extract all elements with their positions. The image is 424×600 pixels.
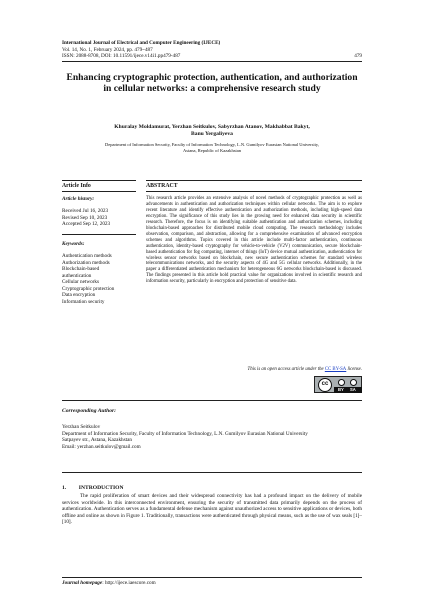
journal-title: International Journal of Electrical and Computer Engineering (IJECE): [62, 40, 221, 46]
authors-line-2: Banu Yergaliyeva: [191, 131, 233, 137]
cc-by-sa-badge[interactable]: [314, 376, 362, 393]
cc-logo-icon: cc: [318, 378, 332, 392]
page-number: 479: [354, 52, 362, 59]
keywords-heading: Keywords:: [62, 241, 85, 247]
keyword-item: Information security: [62, 298, 105, 305]
keyword-item: Authentication methods: [62, 253, 112, 259]
author-list: [62, 124, 362, 138]
paper-title: Enhancing cryptographic protection, authentication, and authorization in cellular networks: a comprehensive research study: [66, 72, 358, 95]
keywords-list: [62, 253, 114, 305]
authors-line-1: Khuralay Moldamurat, Yerzhan Seitkulov, Sabyrzhan Atanov, Makhabbat Bakyt,: [114, 124, 310, 130]
abstract-rule: [146, 191, 362, 192]
history-divider: [62, 234, 136, 235]
homepage-url[interactable]: : http://ijece.iaescore.com: [102, 580, 156, 586]
affiliation: [62, 142, 362, 154]
history-revised: Revised Sep 10, 2023: [62, 214, 108, 221]
corr-name: Yerzhan Seitkulov: [62, 424, 101, 430]
corresponding-block: [62, 424, 362, 450]
corr-rule: [62, 472, 362, 473]
sa-share-icon: [350, 379, 357, 386]
by-person-icon: [338, 379, 345, 386]
history-list: [62, 208, 110, 228]
keyword-item: Data encryption: [62, 292, 96, 298]
corr-dept: Department of Information Security, Faculty of Information Technology, L.N. Gumilyov Eurasian National University: [62, 430, 308, 437]
footer-rule: [62, 577, 362, 578]
affiliation-line-1: Department of Information Security, Faculty of Information Technology, L.N. Gumilyov Eurasian National University,: [104, 142, 320, 147]
section-rule: [62, 400, 362, 401]
header-rule: [62, 61, 362, 62]
license-line: [248, 367, 362, 372]
history-heading: Article history:: [62, 196, 95, 202]
affiliation-line-2: Astana, Republic of Kazakhstan: [183, 147, 241, 153]
badge-label-bar: [334, 387, 362, 394]
intro-heading: 1. INTRODUCTION: [62, 485, 124, 491]
abstract-top-rule: [146, 180, 362, 181]
keyword-item: Cryptographic protection: [62, 285, 115, 292]
keyword-item: Cellular networks: [62, 279, 100, 285]
history-received: Received Jul 16, 2023: [62, 208, 109, 214]
homepage-label: Journal homepage: [62, 580, 103, 586]
abstract-heading: ABSTRACT: [146, 183, 178, 189]
license-link[interactable]: CC BY-SA: [324, 367, 347, 372]
volume-line: Vol. 14, No. 1, February 2024, pp. 479~487: [62, 46, 153, 53]
license-suffix: license.: [346, 367, 362, 372]
abstract-text: This research article provides an extensive analysis of novel methods of cryptographic protection as well as advancements in authentication and authorization techniques within cellular networks. The aim is to explore recent literature and identify effective authentication and authorization methods, including high-speed data encryption. The significance of this study lies in the growing need for enhanced data security in scientific research. Therefore, the focus is on identifying suitable authentication and authorization schemes, including blockchain-based approaches for distributed mobile cloud computing. The research methodology includes observation, comparison, and abstraction, allowing for a comprehensive examination of advanced encryption schemes and algorithms. Topics covered in this article include multi-factor authentication, continuous authentication, identity-based cryptography for vehicle-to-vehicle (V2V) communication, secure blockchain-based authentication for fog computing, internet of things (IoT) device mutual authentication, authentication for wireless sensor networks based on blockchain, new secure authentication schemes for standard wireless telecommunications networks, and the security aspects of 4G and 5G cellular networks. Additionally, in the paper a differentiated authentication mechanism for heterogeneous 6G networks blockchain-based is discussed. The findings presented in this article hold practical value for organizations involved in scientific research and information security, particularly in encryption and protection of sensitive data.: [146, 196, 362, 285]
history-accepted: Accepted Sep 12, 2023: [62, 221, 111, 227]
keyword-item: Blockchain-based: [62, 266, 100, 272]
badge-by-label: BY: [338, 387, 344, 392]
article-info-rule: [62, 191, 136, 192]
journal-homepage: [62, 580, 156, 586]
journal-header: [62, 40, 372, 60]
keyword-item: Authorization methods: [62, 259, 110, 266]
corresponding-heading: Corresponding Author:: [62, 408, 117, 414]
badge-sa-label: SA: [350, 387, 356, 392]
article-info-top-rule: [62, 180, 136, 181]
issn-line: ISSN: 2088-8708, DOI: 10.11591/ijece.v14i1.pp479-487: [62, 53, 181, 60]
intro-text: The rapid proliferation of smart devices and their widespread connectivity has had a profound impact on the delivery of mobile services worldwide. In this interconnected environment, ensuring the security of transmitted data primarily depends on the process of authentication. Authentication serves as a fundamental defense mechanism against unauthorized access to sensitive applications or devices, both offline and online as shown in Figure 1. Traditionally, transactions were authenticated through physical means, such as the use of wax seals [1]–[10].: [62, 493, 362, 526]
article-info-heading: Article Info: [62, 183, 91, 189]
license-prefix: This is an open access article under the: [247, 367, 325, 372]
corr-email: Email: yerzhan.seitkulov@gmail.com: [62, 443, 141, 450]
corr-street: Satpayev str., Astana, Kazakhstan: [62, 437, 133, 443]
keyword-item: authentication: [62, 272, 92, 279]
